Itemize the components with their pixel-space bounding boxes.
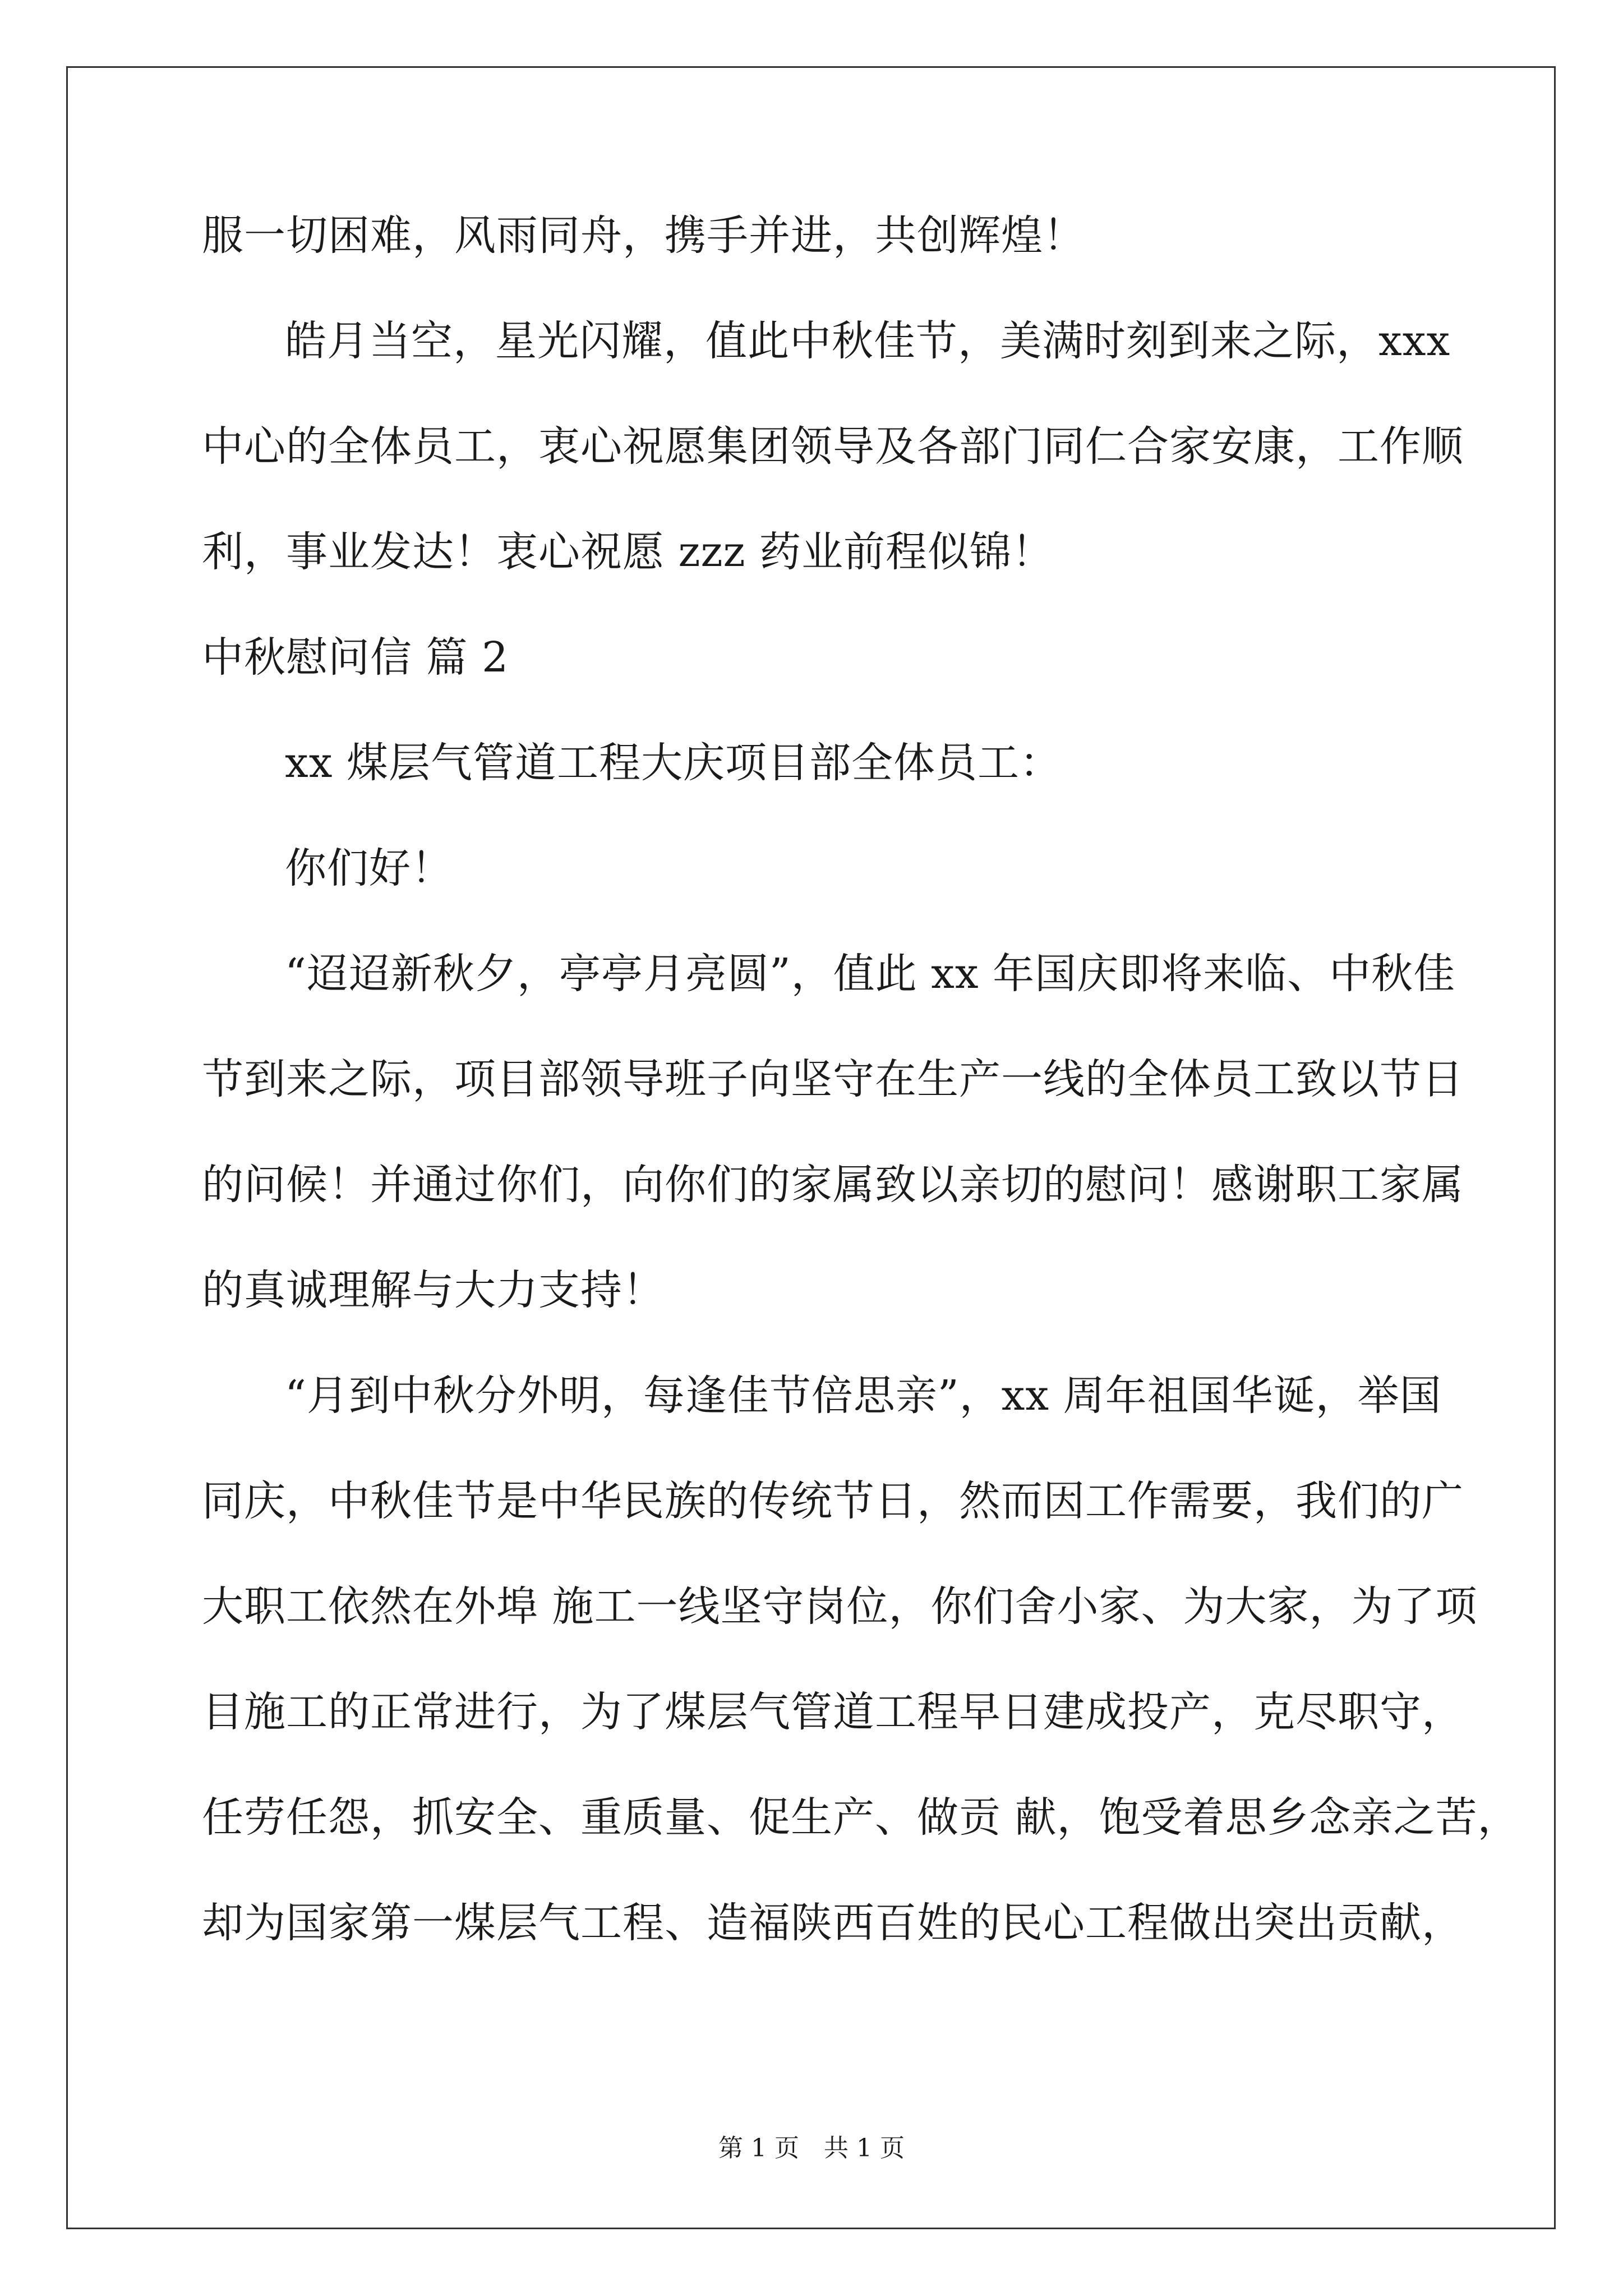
page-number-total: 共 1 页 [824,2134,905,2162]
text-line-16: 任劳任怨，抓安全、重质量、促生产、做贡 献，饱受着思乡念亲之苦， [202,1793,1520,1842]
text-line-3: 中心的全体员工，衷心祝愿集团领导及各部门同仁合家安康，工作顺 [202,422,1464,471]
text-line-11: 的真诚理解与大力支持！ [202,1266,665,1314]
text-line-10: 的问候！并通过你们，向你们的家属致以亲切的慰问！感谢职工家属 [202,1161,1464,1209]
text-line-14: 大职工依然在外埠 施工一线坚守岗位，你们舍小家、为大家，为了项 [202,1582,1478,1631]
greeting: 你们好！ [285,844,453,892]
page-number-current: 第 1 页 [718,2134,799,2162]
salutation: xx 煤层气管道工程大庆项目部全体员工： [285,739,1062,787]
text-line-1: 服一切困难，风雨同舟，携手并进，共创辉煌！ [202,211,1085,260]
page-footer [0,2132,1623,2165]
text-line-15: 目施工的正常进行，为了煤层气管道工程早日建成投产，克尽职守， [202,1688,1464,1736]
document-body [202,208,1520,2000]
section-heading: 中秋慰问信 篇 2 [202,633,509,682]
text-line-4: 利，事业发达！衷心祝愿 zzz 药业前程似锦！ [202,528,1054,576]
text-line-8: “迢迢新秋夕，亭亭月亮圆”，值此 xx 年国庆即将来临、中秋佳 [285,950,1456,998]
text-line-9: 节到来之际，项目部领导班子向坚守在生产一线的全体员工致以节日 [202,1055,1464,1103]
text-line-12: “月到中秋分外明，每逢佳节倍思亲”，xx 周年祖国华诞，举国 [285,1372,1442,1420]
text-line-13: 同庆，中秋佳节是中华民族的传统节日，然而因工作需要，我们的广 [202,1477,1464,1525]
text-line-2: 皓月当空，星光闪耀，值此中秋佳节，美满时刻到来之际，xxx [285,317,1451,365]
text-line-17: 却为国家第一煤层气工程、造福陕西百姓的民心工程做出突出贡献， [202,1899,1464,1947]
